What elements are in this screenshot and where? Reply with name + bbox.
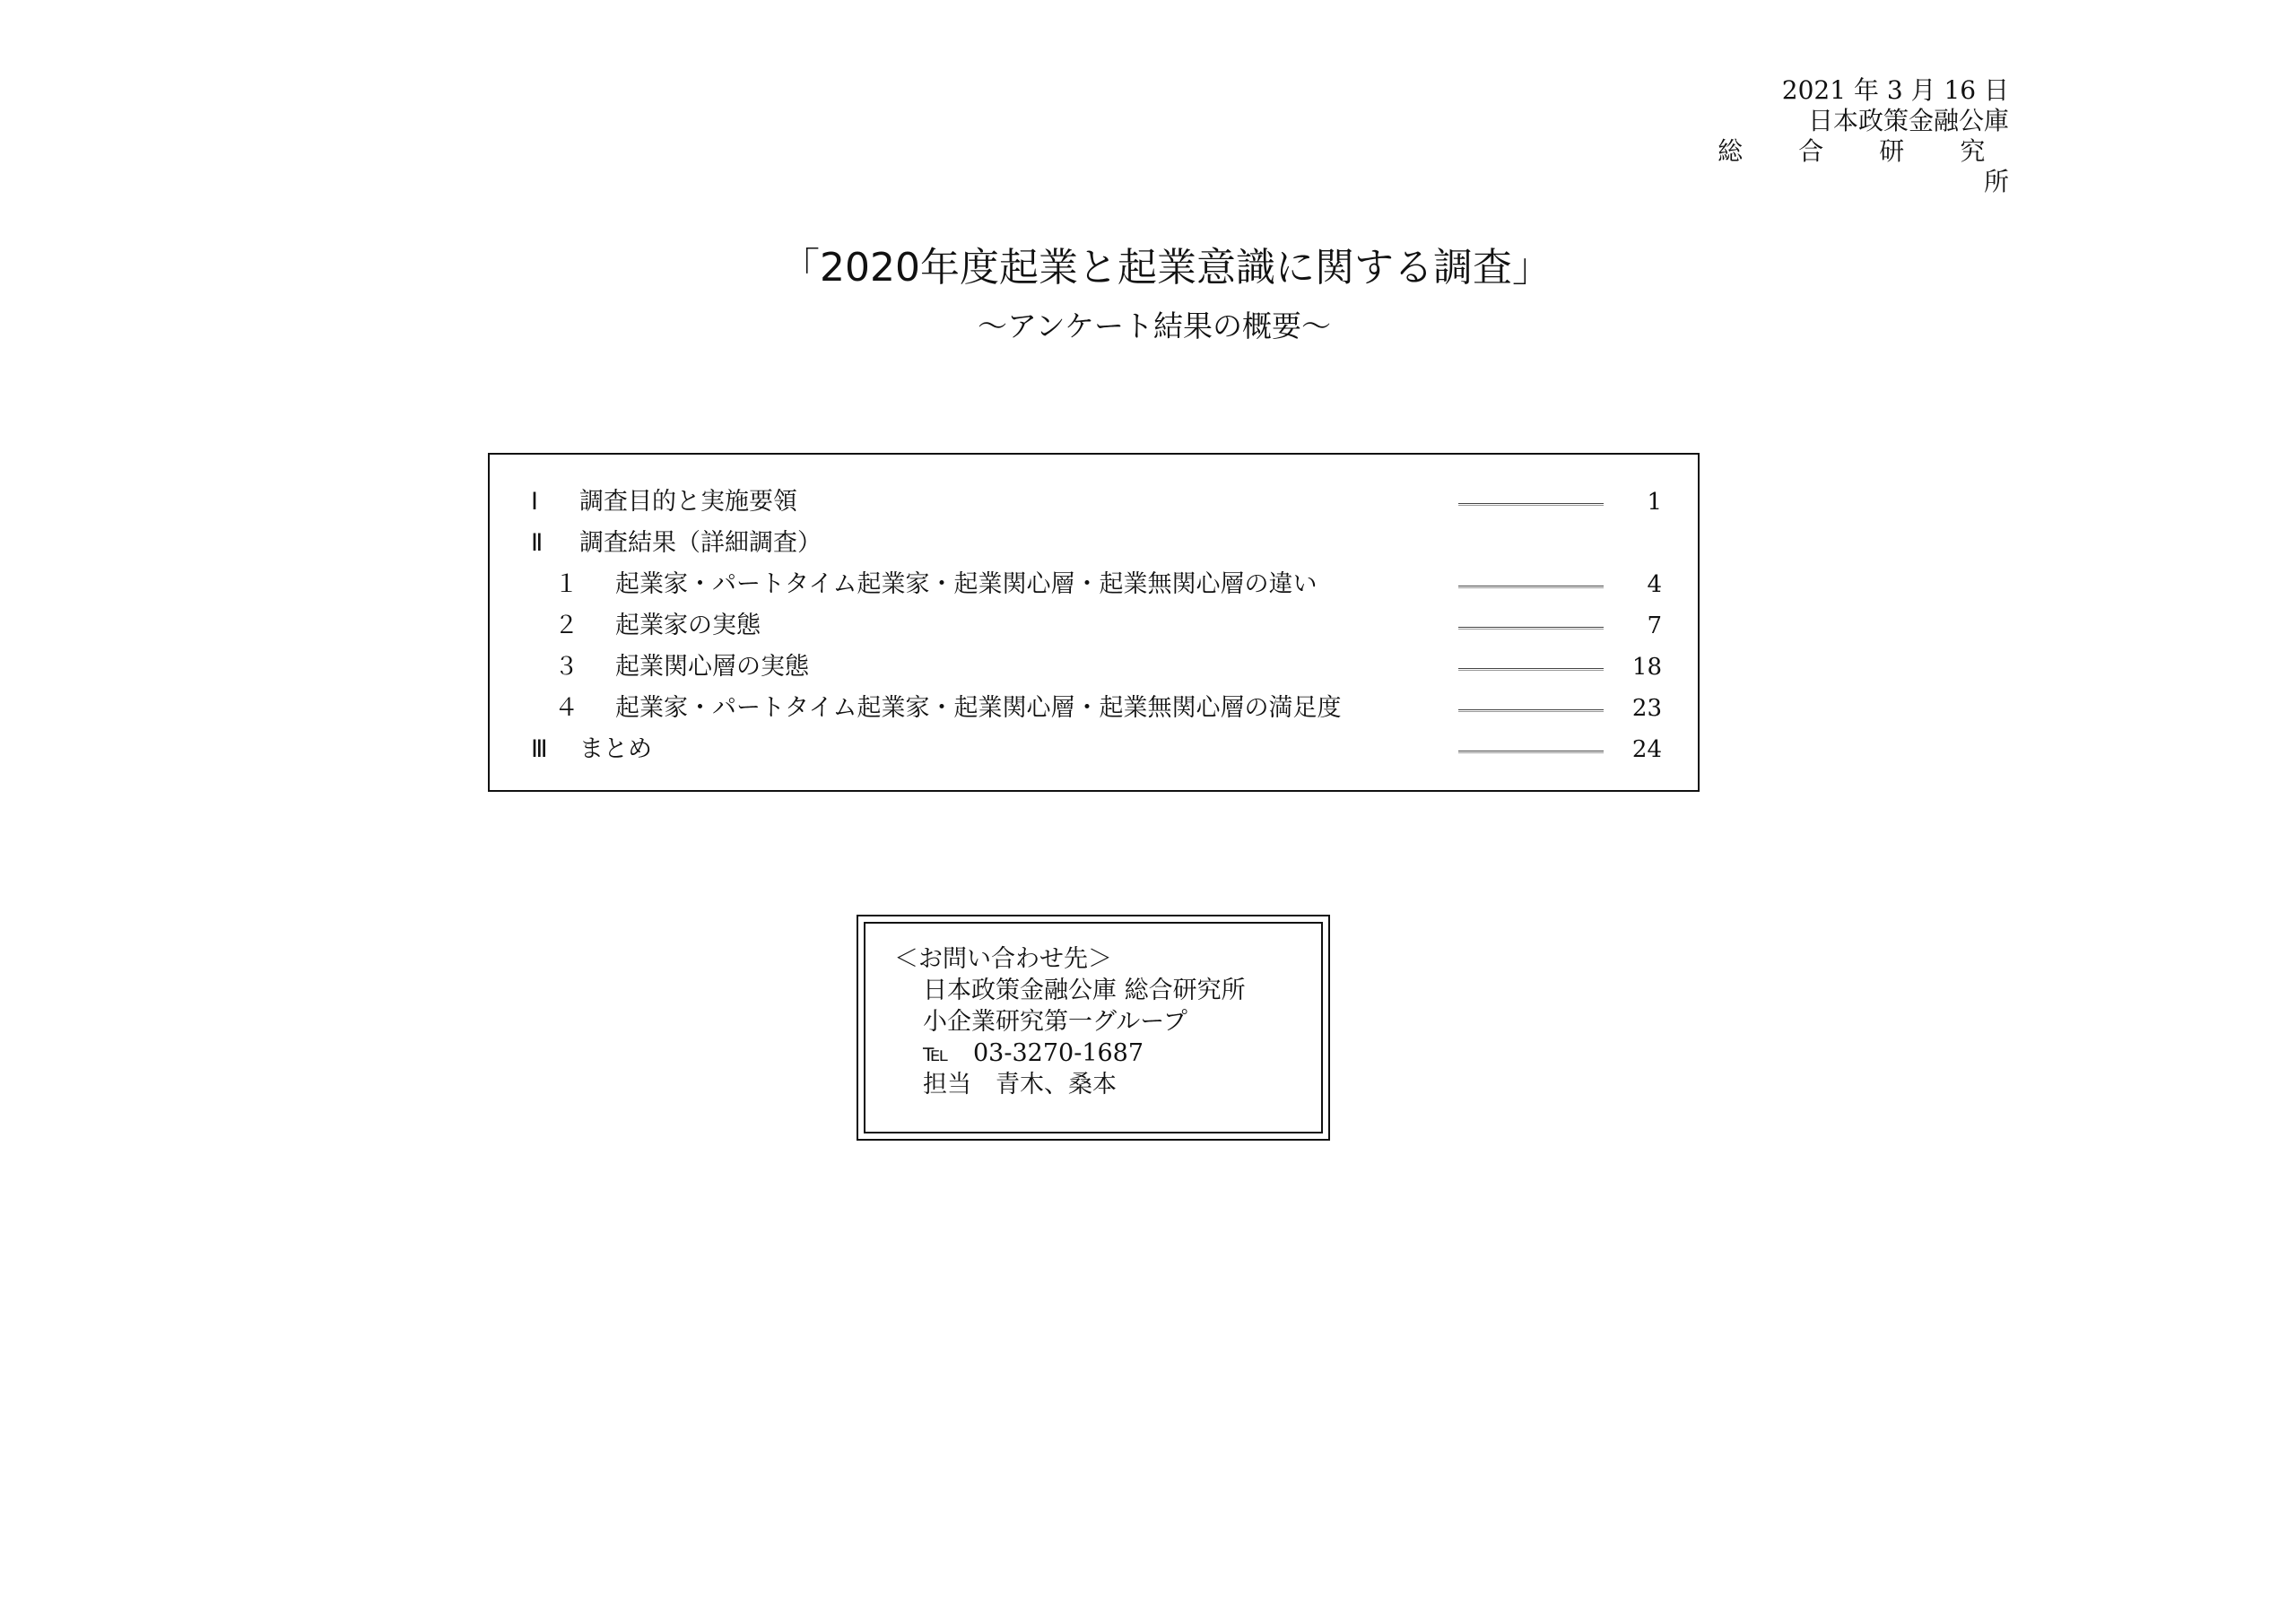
- toc-page-number: 24: [1631, 736, 1662, 763]
- toc-label: まとめ: [579, 735, 652, 763]
- contact-organization: 日本政策金融公庫 総合研究所: [923, 977, 1246, 1004]
- toc-number: １: [554, 570, 578, 598]
- toc-label: 調査目的と実施要領: [579, 488, 797, 516]
- contact-heading: ＜お問い合わせ先＞: [894, 945, 1112, 973]
- toc-item-2-4: [490, 688, 1698, 729]
- document-subtitle: ～アンケート結果の概要～: [977, 308, 1332, 343]
- toc-item-2-3: [490, 647, 1698, 688]
- toc-item-2: [490, 523, 1698, 564]
- dotted-leader: [1458, 668, 1604, 671]
- dotted-leader: [1458, 709, 1604, 712]
- toc-number: Ⅲ: [531, 735, 548, 763]
- toc-number: ４: [554, 694, 578, 722]
- contact-staff: 担当 青木、桑本: [923, 1071, 1117, 1099]
- contact-box: [857, 915, 1330, 1141]
- toc-number: Ⅱ: [531, 529, 544, 557]
- dotted-leader: [1458, 627, 1604, 630]
- toc-page-number: 23: [1631, 695, 1662, 722]
- dotted-leader: [1458, 503, 1604, 506]
- issue-date: 2021 年 3 月 16 日: [1781, 75, 2009, 105]
- toc-page-number: 7: [1647, 612, 1662, 639]
- toc-label: 調査結果（詳細調査）: [579, 529, 822, 557]
- contact-text: [894, 943, 1246, 1100]
- toc-item-2-2: [490, 605, 1698, 647]
- toc-item-2-1: [490, 564, 1698, 605]
- toc-page-number: 4: [1647, 571, 1662, 598]
- toc-item-3: [490, 729, 1698, 770]
- contact-group: 小企業研究第一グループ: [923, 1008, 1187, 1036]
- toc-label: 起業関心層の実態: [615, 653, 809, 681]
- organization-name: 日本政策金融公庫: [1807, 106, 2009, 135]
- contact-phone: ℡ 03-3270-1687: [923, 1039, 1144, 1067]
- toc-number: ２: [554, 612, 578, 639]
- toc-number: Ⅰ: [531, 488, 538, 516]
- institute-name: 総 合 研 究 所: [1718, 136, 2033, 196]
- toc-label: 起業家・パートタイム起業家・起業関心層・起業無関心層の違い: [615, 570, 1318, 598]
- document-title: 「2020年度起業と起業意識に関する調査」: [780, 245, 1552, 291]
- dotted-leader: [1458, 586, 1604, 588]
- dotted-leader: [1458, 751, 1604, 753]
- toc-label: 起業家・パートタイム起業家・起業関心層・起業無関心層の満足度: [615, 694, 1342, 722]
- toc-page-number: 1: [1647, 489, 1662, 516]
- document-header: [1661, 75, 2033, 197]
- table-of-contents: [488, 453, 1700, 792]
- toc-label: 起業家の実態: [615, 612, 761, 639]
- toc-item-1: [490, 482, 1698, 523]
- toc-number: ３: [554, 653, 578, 681]
- toc-page-number: 18: [1631, 654, 1662, 681]
